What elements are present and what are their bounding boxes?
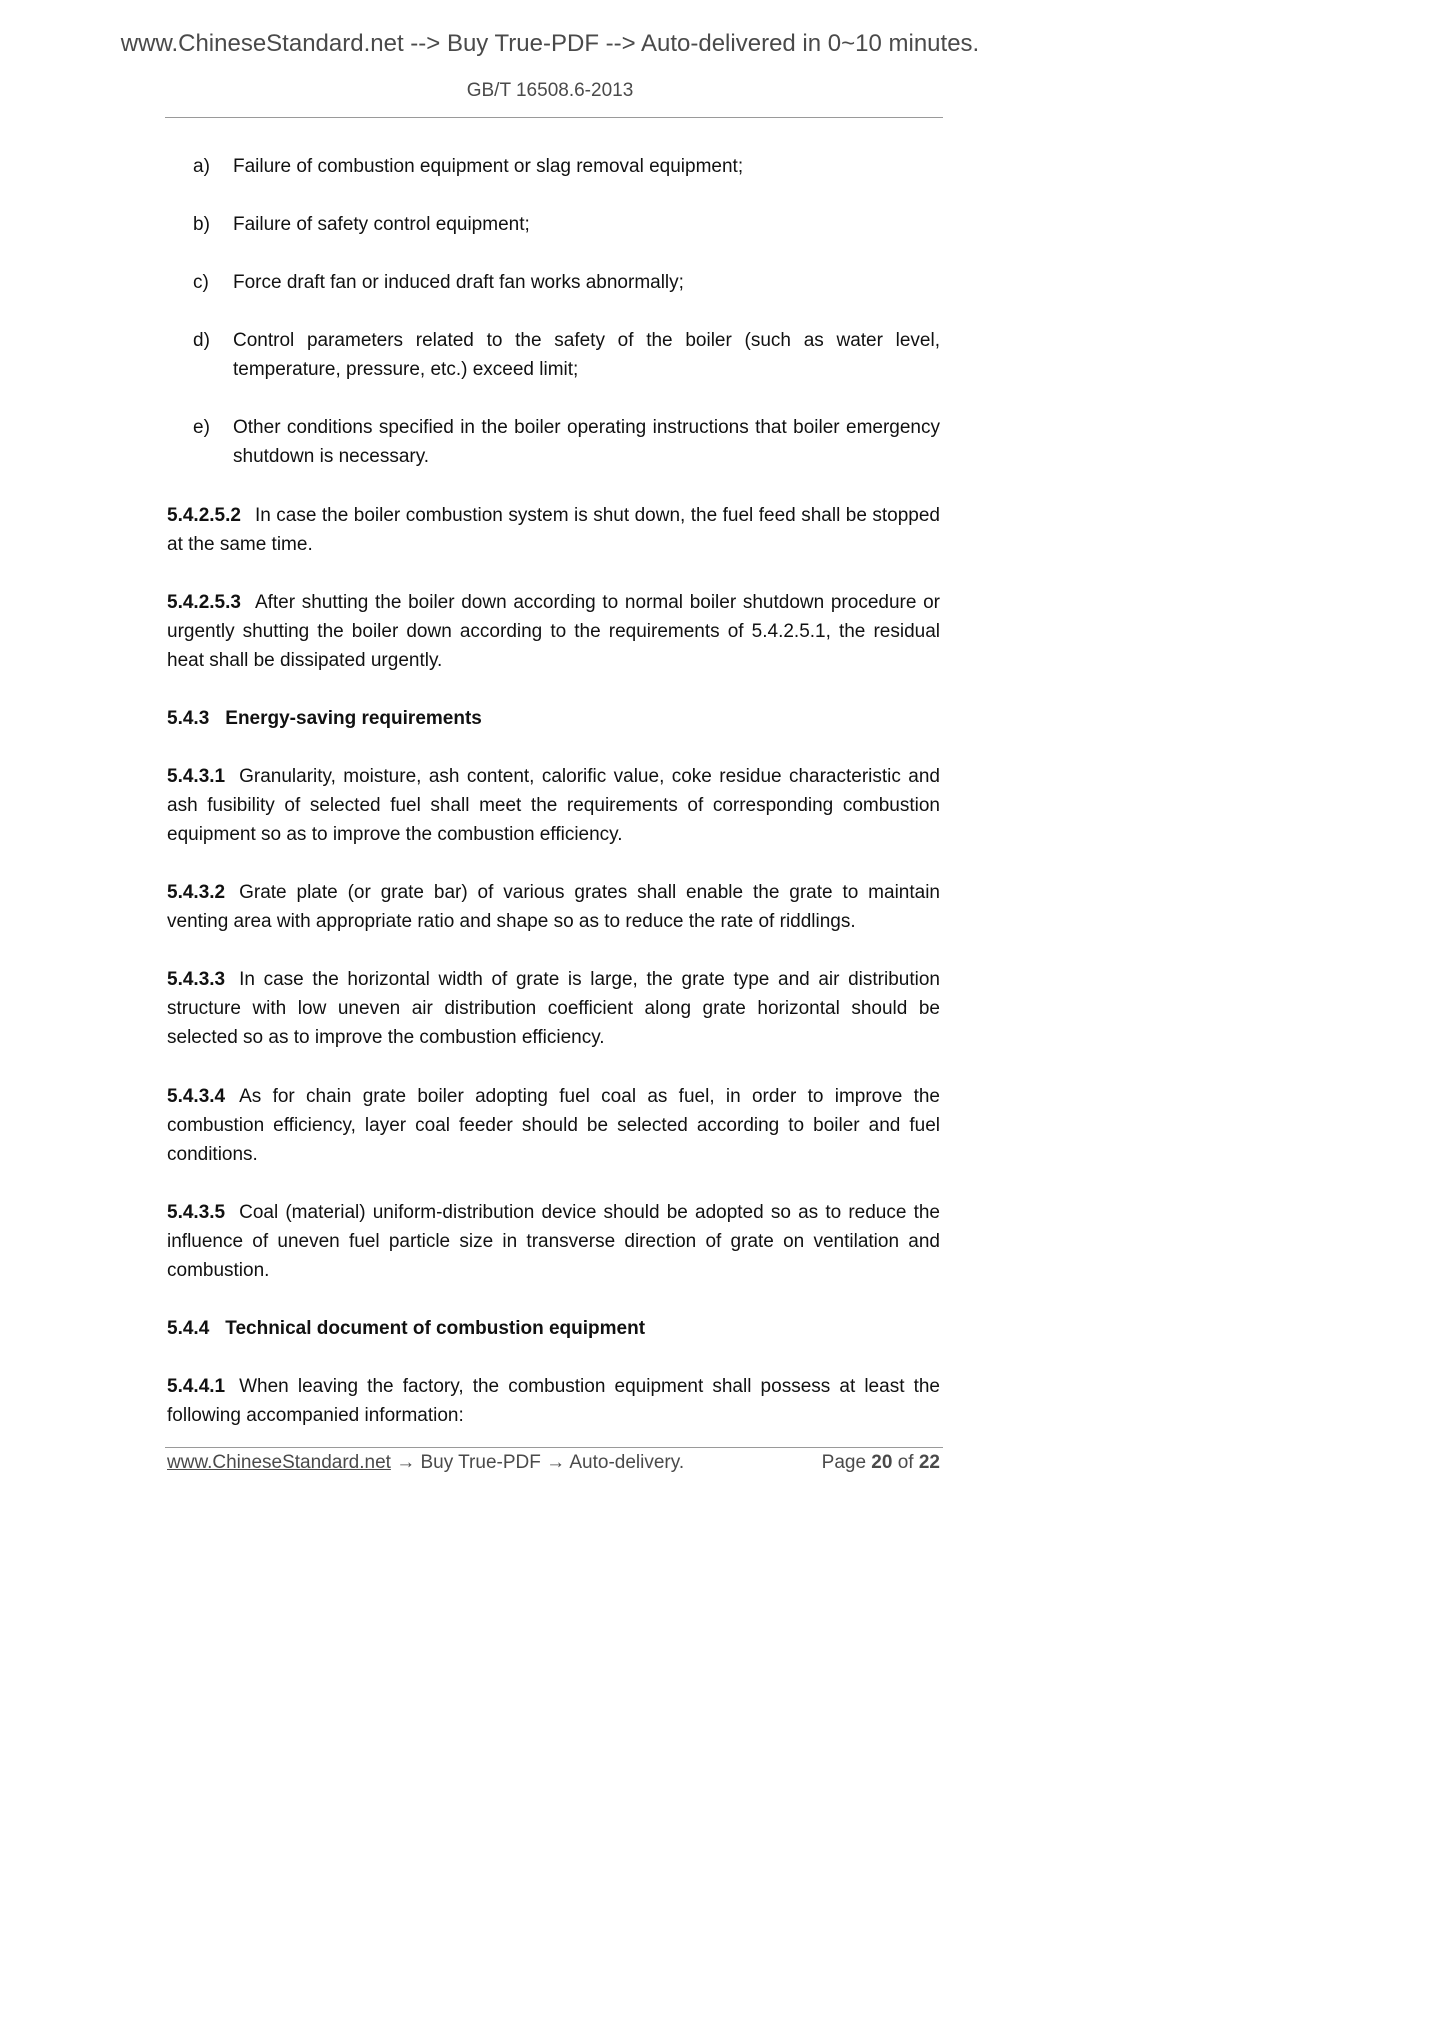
- page-indicator: [822, 1452, 940, 1474]
- clause-5-4-2-5-2: [167, 501, 940, 559]
- list-item-c: [193, 268, 940, 297]
- clause-5-4-2-5-3: [167, 588, 940, 675]
- list-item-e: [193, 413, 940, 471]
- clause-text: Grate plate (or grate bar) of various grates shall enable the grate to maintain venting area with appropriate ratio and shape so as to reduce the rate of riddlings.: [167, 882, 940, 932]
- list-item-a: [193, 152, 940, 181]
- clause-number: 5.4.4.1: [167, 1376, 226, 1397]
- clause-5-4-3-1: [167, 762, 940, 849]
- clause-number: 5.4.3.5: [167, 1202, 226, 1223]
- section-title: Technical document of combustion equipment: [225, 1318, 646, 1339]
- list-item-b: [193, 210, 940, 239]
- clause-text: As for chain grate boiler adopting fuel coal as fuel, in order to improve the combustion efficiency, layer coal feeder should be selected according to boiler and fuel conditions.: [167, 1086, 940, 1165]
- clause-5-4-3-5: [167, 1198, 940, 1285]
- footer-tagline: → Buy True-PDF → Auto-delivery.: [390, 1452, 685, 1473]
- clause-number: 5.4.2.5.3: [167, 592, 241, 613]
- clause-text: Coal (material) uniform-distribution device should be adopted so as to reduce the influence of uneven fuel particle size in transverse direction of grate on ventilation and combustion.: [167, 1202, 940, 1281]
- footer-rule: [165, 1447, 943, 1448]
- clause-text: After shutting the boiler down according to normal boiler shutdown procedure or urgently shutting the boiler down according to the requirements of 5.4.2.5.1, the residual heat shall be dissipated urgently.: [167, 592, 940, 671]
- standard-number: GB/T 16508.6-2013: [466, 80, 634, 101]
- clause-text: When leaving the factory, the combustion equipment shall possess at least the following accompanied information:: [167, 1376, 940, 1426]
- list-text: Force draft fan or induced draft fan works abnormally;: [233, 272, 684, 293]
- clause-text: Granularity, moisture, ash content, calorific value, coke residue characteristic and ash fusibility of selected fuel shall meet the requirements of corresponding combustion equipment so as to improve the combustion efficiency.: [167, 766, 940, 845]
- clause-number: 5.4.2.5.2: [167, 505, 241, 526]
- section-title: Energy-saving requirements: [225, 708, 482, 729]
- page-current: 20: [871, 1452, 893, 1473]
- footer-site-link[interactable]: www.ChineseStandard.net: [167, 1452, 391, 1473]
- clause-number: 5.4.3.3: [167, 969, 226, 990]
- of-label: of: [897, 1452, 914, 1473]
- list-letter: c): [193, 272, 209, 293]
- clause-5-4-3-4: [167, 1082, 940, 1169]
- clause-number: 5.4.3.4: [167, 1086, 226, 1107]
- list-text: Control parameters related to the safety of the boiler (such as water level, temperature, pressure, etc.) exceed limit;: [233, 330, 940, 380]
- page-footer: [167, 1452, 940, 1474]
- section-heading-5-4-4: [167, 1314, 645, 1343]
- clause-number: 5.4.3.2: [167, 882, 226, 903]
- clause-5-4-3-3: [167, 965, 940, 1052]
- section-number: 5.4.3: [167, 708, 210, 729]
- list-text: Failure of combustion equipment or slag removal equipment;: [233, 156, 744, 177]
- page-label: Page: [821, 1452, 867, 1473]
- list-letter: b): [193, 214, 210, 235]
- list-letter: d): [193, 330, 210, 351]
- list-letter: a): [193, 156, 210, 177]
- list-letter: e): [193, 417, 210, 438]
- clause-text: In case the boiler combustion system is shut down, the fuel feed shall be stopped at the same time.: [167, 505, 940, 555]
- clause-number: 5.4.3.1: [167, 766, 226, 787]
- top-banner: www.ChineseStandard.net --> Buy True-PDF --> Auto-delivered in 0~10 minutes.: [120, 30, 980, 57]
- page-total: 22: [918, 1452, 940, 1473]
- section-number: 5.4.4: [167, 1318, 210, 1339]
- list-item-d: [193, 326, 940, 384]
- list-text: Other conditions specified in the boiler operating instructions that boiler emergency shutdown is necessary.: [233, 417, 940, 467]
- clause-5-4-3-2: [167, 878, 940, 936]
- section-heading-5-4-3: [167, 704, 482, 733]
- clause-5-4-4-1: [167, 1372, 940, 1430]
- list-text: Failure of safety control equipment;: [233, 214, 530, 235]
- clause-text: In case the horizontal width of grate is large, the grate type and air distribution structure with low uneven air distribution coefficient along grate horizontal should be selected so as to improve the combustion efficiency.: [167, 969, 940, 1048]
- header-rule: [165, 117, 943, 118]
